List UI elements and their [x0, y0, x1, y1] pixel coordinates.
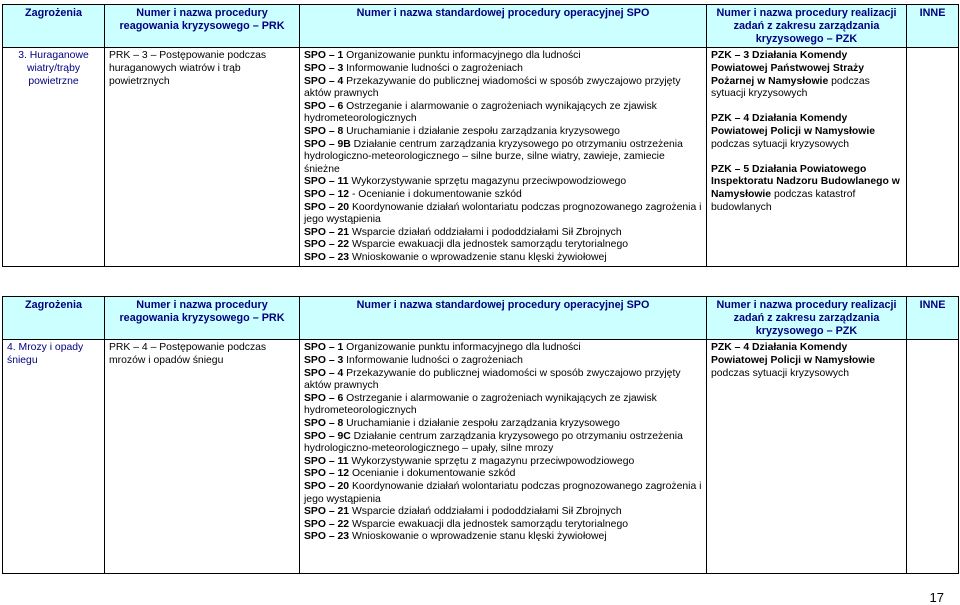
spo-text: Wnioskowanie o wprowadzenie stanu klęski żywiołowej — [349, 251, 607, 263]
pzk-spacer — [711, 101, 902, 114]
spo-item — [304, 63, 702, 76]
inne-cell — [907, 340, 959, 574]
table-header-row — [3, 297, 959, 340]
pzk-org: Działania Komendy Powiatowej Państwowej Straży Pożarnej w Namysłowie — [711, 50, 865, 87]
procedures-table-2 — [2, 296, 959, 574]
header-spo: Numer i nazwa standardowej procedury operacyjnej SPO — [300, 297, 707, 340]
pzk-rest: podczas sytuacji kryzysowych — [711, 138, 850, 150]
pzk-item — [711, 50, 902, 100]
spo-text: Organizowanie punktu informacyjnego dla ludności — [343, 342, 581, 354]
spo-code: SPO – 9C — [304, 430, 351, 442]
spo-text: Wsparcie ewakuacji dla jednostek samorządu terytorialnego — [349, 239, 629, 251]
pzk-item — [711, 342, 902, 380]
zagrozenie-cell: 4. Mrozy i opady śniegu — [3, 340, 105, 574]
header-spo: Numer i nazwa standardowej procedury operacyjnej SPO — [300, 5, 707, 48]
spo-item — [304, 418, 702, 431]
spo-code: SPO – 23 — [304, 531, 350, 543]
pzk-code: PZK – 3 — [711, 50, 752, 62]
spo-item — [304, 431, 702, 456]
spo-text: Przekazywanie do publicznej wiadomości w sposób zwyczajowo przyjęty aktów prawnych — [304, 75, 681, 100]
spo-item — [304, 468, 702, 481]
spo-code: SPO – 1 — [304, 50, 344, 62]
procedures-table-1 — [2, 4, 959, 267]
spo-cell — [300, 340, 707, 574]
pzk-cell — [707, 48, 907, 267]
inne-cell — [907, 48, 959, 267]
spo-text: Przekazywanie do publicznej wiadomości w sposób zwyczajowo przyjęty aktów prawnych — [304, 367, 681, 392]
spo-text: Wsparcie działań oddziałami i pododdziałami Sił Zbrojnych — [349, 506, 622, 518]
spo-code: SPO – 8 — [304, 125, 344, 137]
header-prk: Numer i nazwa procedury reagowania kryzysowego – PRK — [105, 5, 300, 48]
pzk-code: PZK – 4 — [711, 113, 752, 125]
pzk-rest: podczas sytuacji kryzysowych — [711, 367, 850, 379]
spo-item — [304, 481, 702, 506]
spo-item — [304, 531, 702, 544]
pzk-list — [711, 50, 902, 214]
spo-item — [304, 342, 702, 355]
spo-text: Wsparcie działań oddziałami i pododdziałami Sił Zbrojnych — [349, 226, 622, 238]
spo-text: - Ocenianie i dokumentowanie szkód — [349, 188, 522, 200]
table-header-row — [3, 5, 959, 48]
spo-code: SPO – 21 — [304, 226, 350, 238]
spo-item — [304, 202, 702, 227]
spo-text: Ocenianie i dokumentowanie szkód — [349, 468, 516, 480]
pzk-code: PZK – 4 — [711, 342, 752, 354]
spo-item — [304, 239, 702, 252]
spo-code: SPO – 4 — [304, 367, 344, 379]
pzk-code: PZK – 5 — [711, 163, 752, 175]
spo-cell — [300, 48, 707, 267]
spo-code: SPO – 21 — [304, 506, 350, 518]
spo-item — [304, 189, 702, 202]
spo-item — [304, 252, 702, 265]
pzk-rest: podczas sytuacji kryzysowych — [711, 75, 870, 100]
spo-text: Wnioskowanie o wprowadzenie stanu klęski żywiołowej — [349, 531, 607, 543]
spo-code: SPO – 3 — [304, 62, 344, 74]
header-inne: INNE — [907, 5, 959, 48]
pzk-spacer — [711, 151, 902, 164]
spo-list — [304, 50, 702, 264]
page-number: 17 — [929, 590, 944, 605]
spo-item — [304, 176, 702, 189]
spo-text: Działanie centrum zarządzania kryzysowego po otrzymaniu ostrzeżenia hydrologiczno-meteorologicznego – upały, silne mrozy — [304, 430, 683, 455]
spo-item — [304, 506, 702, 519]
pzk-item — [711, 113, 902, 151]
spo-text: Wsparcie ewakuacji dla jednostek samorządu terytorialnego — [349, 518, 629, 530]
spo-text: Koordynowanie działań wolontariatu podczas prognozowanego zagrożenia i jego wystąpienia — [304, 480, 702, 505]
spo-item — [304, 456, 702, 469]
spo-code: SPO – 6 — [304, 100, 344, 112]
pzk-org: Działania Powiatowego Inspektoratu Nadzoru Budowlanego w Namysłowie — [711, 163, 900, 200]
spo-text: Działanie centrum zarządzania kryzysowego po otrzymaniu ostrzeżenia hydrologiczno-meteorologicznego – silne burze, silne wiatry, zawieje, zamiecie śnieżne — [304, 138, 683, 175]
spo-code: SPO – 22 — [304, 239, 350, 251]
pzk-org: Działania Komendy Powiatowej Policji w Namysłowie — [711, 342, 875, 366]
header-pzk: Numer i nazwa procedury realizacji zadań z zakresu zarządzania kryzysowego – PZK — [707, 5, 907, 48]
header-inne: INNE — [907, 297, 959, 340]
spo-item — [304, 126, 702, 139]
spo-item — [304, 76, 702, 101]
spo-text: Informowanie ludności o zagrożeniach — [343, 62, 523, 74]
spo-text: Koordynowanie działań wolontariatu podczas prognozowanego zagrożenia i jego wystąpienia — [304, 201, 702, 226]
header-zagrozenia: Zagrożenia — [3, 297, 105, 340]
spo-text: Uruchamianie i działanie zespołu zarządzania kryzysowego — [343, 125, 620, 137]
spo-code: SPO – 1 — [304, 342, 344, 354]
spo-code: SPO – 6 — [304, 392, 344, 404]
spo-code: SPO – 11 — [304, 176, 349, 188]
spo-text: Uruchamianie i działanie zespołu zarządzania kryzysowego — [343, 417, 620, 429]
spo-code: SPO – 4 — [304, 75, 344, 87]
spo-item — [304, 101, 702, 126]
pzk-org: Działania Komendy Powiatowej Policji w Namysłowie — [711, 113, 875, 137]
spo-item — [304, 355, 702, 368]
spo-code: SPO – 12 — [304, 468, 350, 480]
zagrozenie-cell: 3. Huraganowe wiatry/trąby powietrzne — [3, 48, 105, 267]
spo-code: SPO – 20 — [304, 480, 350, 492]
table-row — [3, 340, 959, 574]
pzk-rest: podczas katastrof budowlanych — [711, 188, 856, 213]
header-pzk: Numer i nazwa procedury realizacji zadań z zakresu zarządzania kryzysowego – PZK — [707, 297, 907, 340]
spo-text: Wykorzystywanie sprzętu z magazynu przeciwpowodziowego — [348, 455, 635, 467]
spo-code: SPO – 3 — [304, 354, 344, 366]
spo-text: Organizowanie punktu informacyjnego dla ludności — [343, 50, 581, 62]
spo-code: SPO – 8 — [304, 417, 344, 429]
prk-cell: PRK – 3 – Postępowanie podczas huraganowych wiatrów i trąb powietrznych — [105, 48, 300, 267]
spo-code: SPO – 9B — [304, 138, 351, 150]
spo-text: Ostrzeganie i alarmowanie o zagrożeniach wynikających ze zjawisk hydrometeorologicznych — [304, 392, 657, 417]
spo-list — [304, 342, 702, 544]
spo-code: SPO – 12 — [304, 188, 350, 200]
spo-item — [304, 368, 702, 393]
spo-item — [304, 139, 702, 177]
spo-text: Informowanie ludności o zagrożeniach — [343, 354, 523, 366]
spo-code: SPO – 23 — [304, 251, 350, 263]
spo-item — [304, 227, 702, 240]
spo-text: Wykorzystywanie sprzętu magazynu przeciwpowodziowego — [348, 176, 627, 188]
pzk-list — [711, 342, 902, 380]
spo-text: Ostrzeganie i alarmowanie o zagrożeniach wynikających ze zjawisk hydrometeorologicznych — [304, 100, 657, 125]
header-prk: Numer i nazwa procedury reagowania kryzysowego – PRK — [105, 297, 300, 340]
table-row — [3, 48, 959, 267]
pzk-cell — [707, 340, 907, 574]
spo-code: SPO – 11 — [304, 455, 349, 467]
spo-code: SPO – 22 — [304, 518, 350, 530]
spo-item — [304, 519, 702, 532]
spo-item — [304, 393, 702, 418]
spo-item — [304, 50, 702, 63]
pzk-item — [711, 164, 902, 214]
prk-cell: PRK – 4 – Postępowanie podczas mrozów i opadów śniegu — [105, 340, 300, 574]
spo-code: SPO – 20 — [304, 201, 350, 213]
header-zagrozenia: Zagrożenia — [3, 5, 105, 48]
